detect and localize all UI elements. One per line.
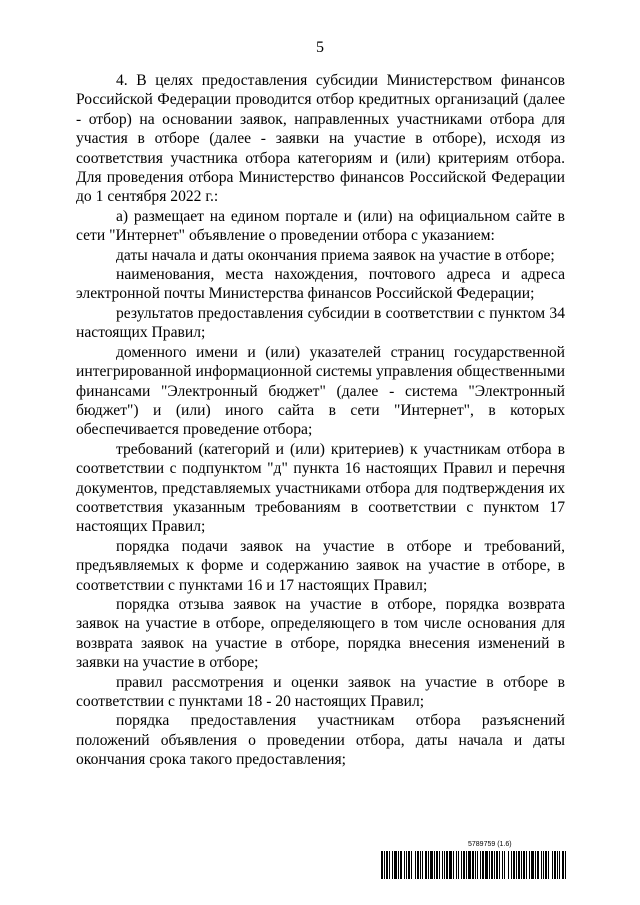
barcode: [381, 851, 567, 879]
paragraph-domain-name: доменного имени и (или) указателей страниц государственной интегрированной информационной системы управления общественными финансами "Электронный бюджет" (далее - система "Электронный бюджет") и (или) иного сайта в сети "Интернет", в которых обеспечивается проведение отбора;: [76, 343, 565, 439]
paragraph-results: результатов предоставления субсидии в соответствии с пунктом 34 настоящих Правил;: [76, 304, 565, 342]
paragraph-withdrawal-order: порядка отзыва заявок на участие в отборе, порядка возврата заявок на участие в отборе, определяющего в том числе основания для возврата заявок на участие в отборе, порядка внесения изменений в заявки на участие в отборе;: [76, 595, 565, 672]
document-body: [76, 71, 565, 770]
paragraph-dates: даты начала и даты окончания приема заявок на участие в отборе;: [116, 246, 555, 264]
paragraph-submission-order: порядка подачи заявок на участие в отборе и требований, предъявляемых к форме и содержанию заявок на участие в отборе, в соответствии с пунктами 16 и 17 настоящих Правил;: [76, 537, 565, 594]
paragraph-clarifications: порядка предоставления участникам отбора разъяснений положений объявления о проведении отбора, даты начала и даты окончания срока такого предоставления;: [76, 712, 565, 769]
page-number: 5: [316, 39, 324, 56]
paragraph-subitem-a: а) размещает на едином портале и (или) на официальном сайте в сети "Интернет" объявление о проведении отбора с указанием:: [76, 207, 565, 245]
paragraph-evaluation-rules: правил рассмотрения и оценки заявок на участие в отборе в соответствии с пунктами 18 - 20 настоящих Правил;: [76, 673, 565, 710]
paragraph-ministry-contacts: наименования, места нахождения, почтового адреса и адреса электронной почты Министерства финансов Российской Федерации;: [76, 266, 565, 303]
paragraph-item-4: 4. В целях предоставления субсидии Министерством финансов Российской Федерации проводится отбор кредитных организаций (далее - отбор) на основании заявок, направленных участниками отбора для участия в отборе (далее - заявки на участие в отборе), исходя из соответствия участника отбора категориям и (или) критериям отбора. Для проведения отбора Министерство финансов Российской Федерации до 1 сентября 2022 г.:: [76, 72, 565, 206]
document-code: 5789759 (1.6): [468, 841, 512, 848]
paragraph-requirements: требований (категорий и (или) критериев) к участникам отбора в соответствии с подпунктом "д" пункта 16 настоящих Правил и перечня документов, представляемых участниками отбора для подтверждения их соответствия указанным требованиям в соответствии с пунктом 17 настоящих Правил;: [76, 440, 565, 536]
